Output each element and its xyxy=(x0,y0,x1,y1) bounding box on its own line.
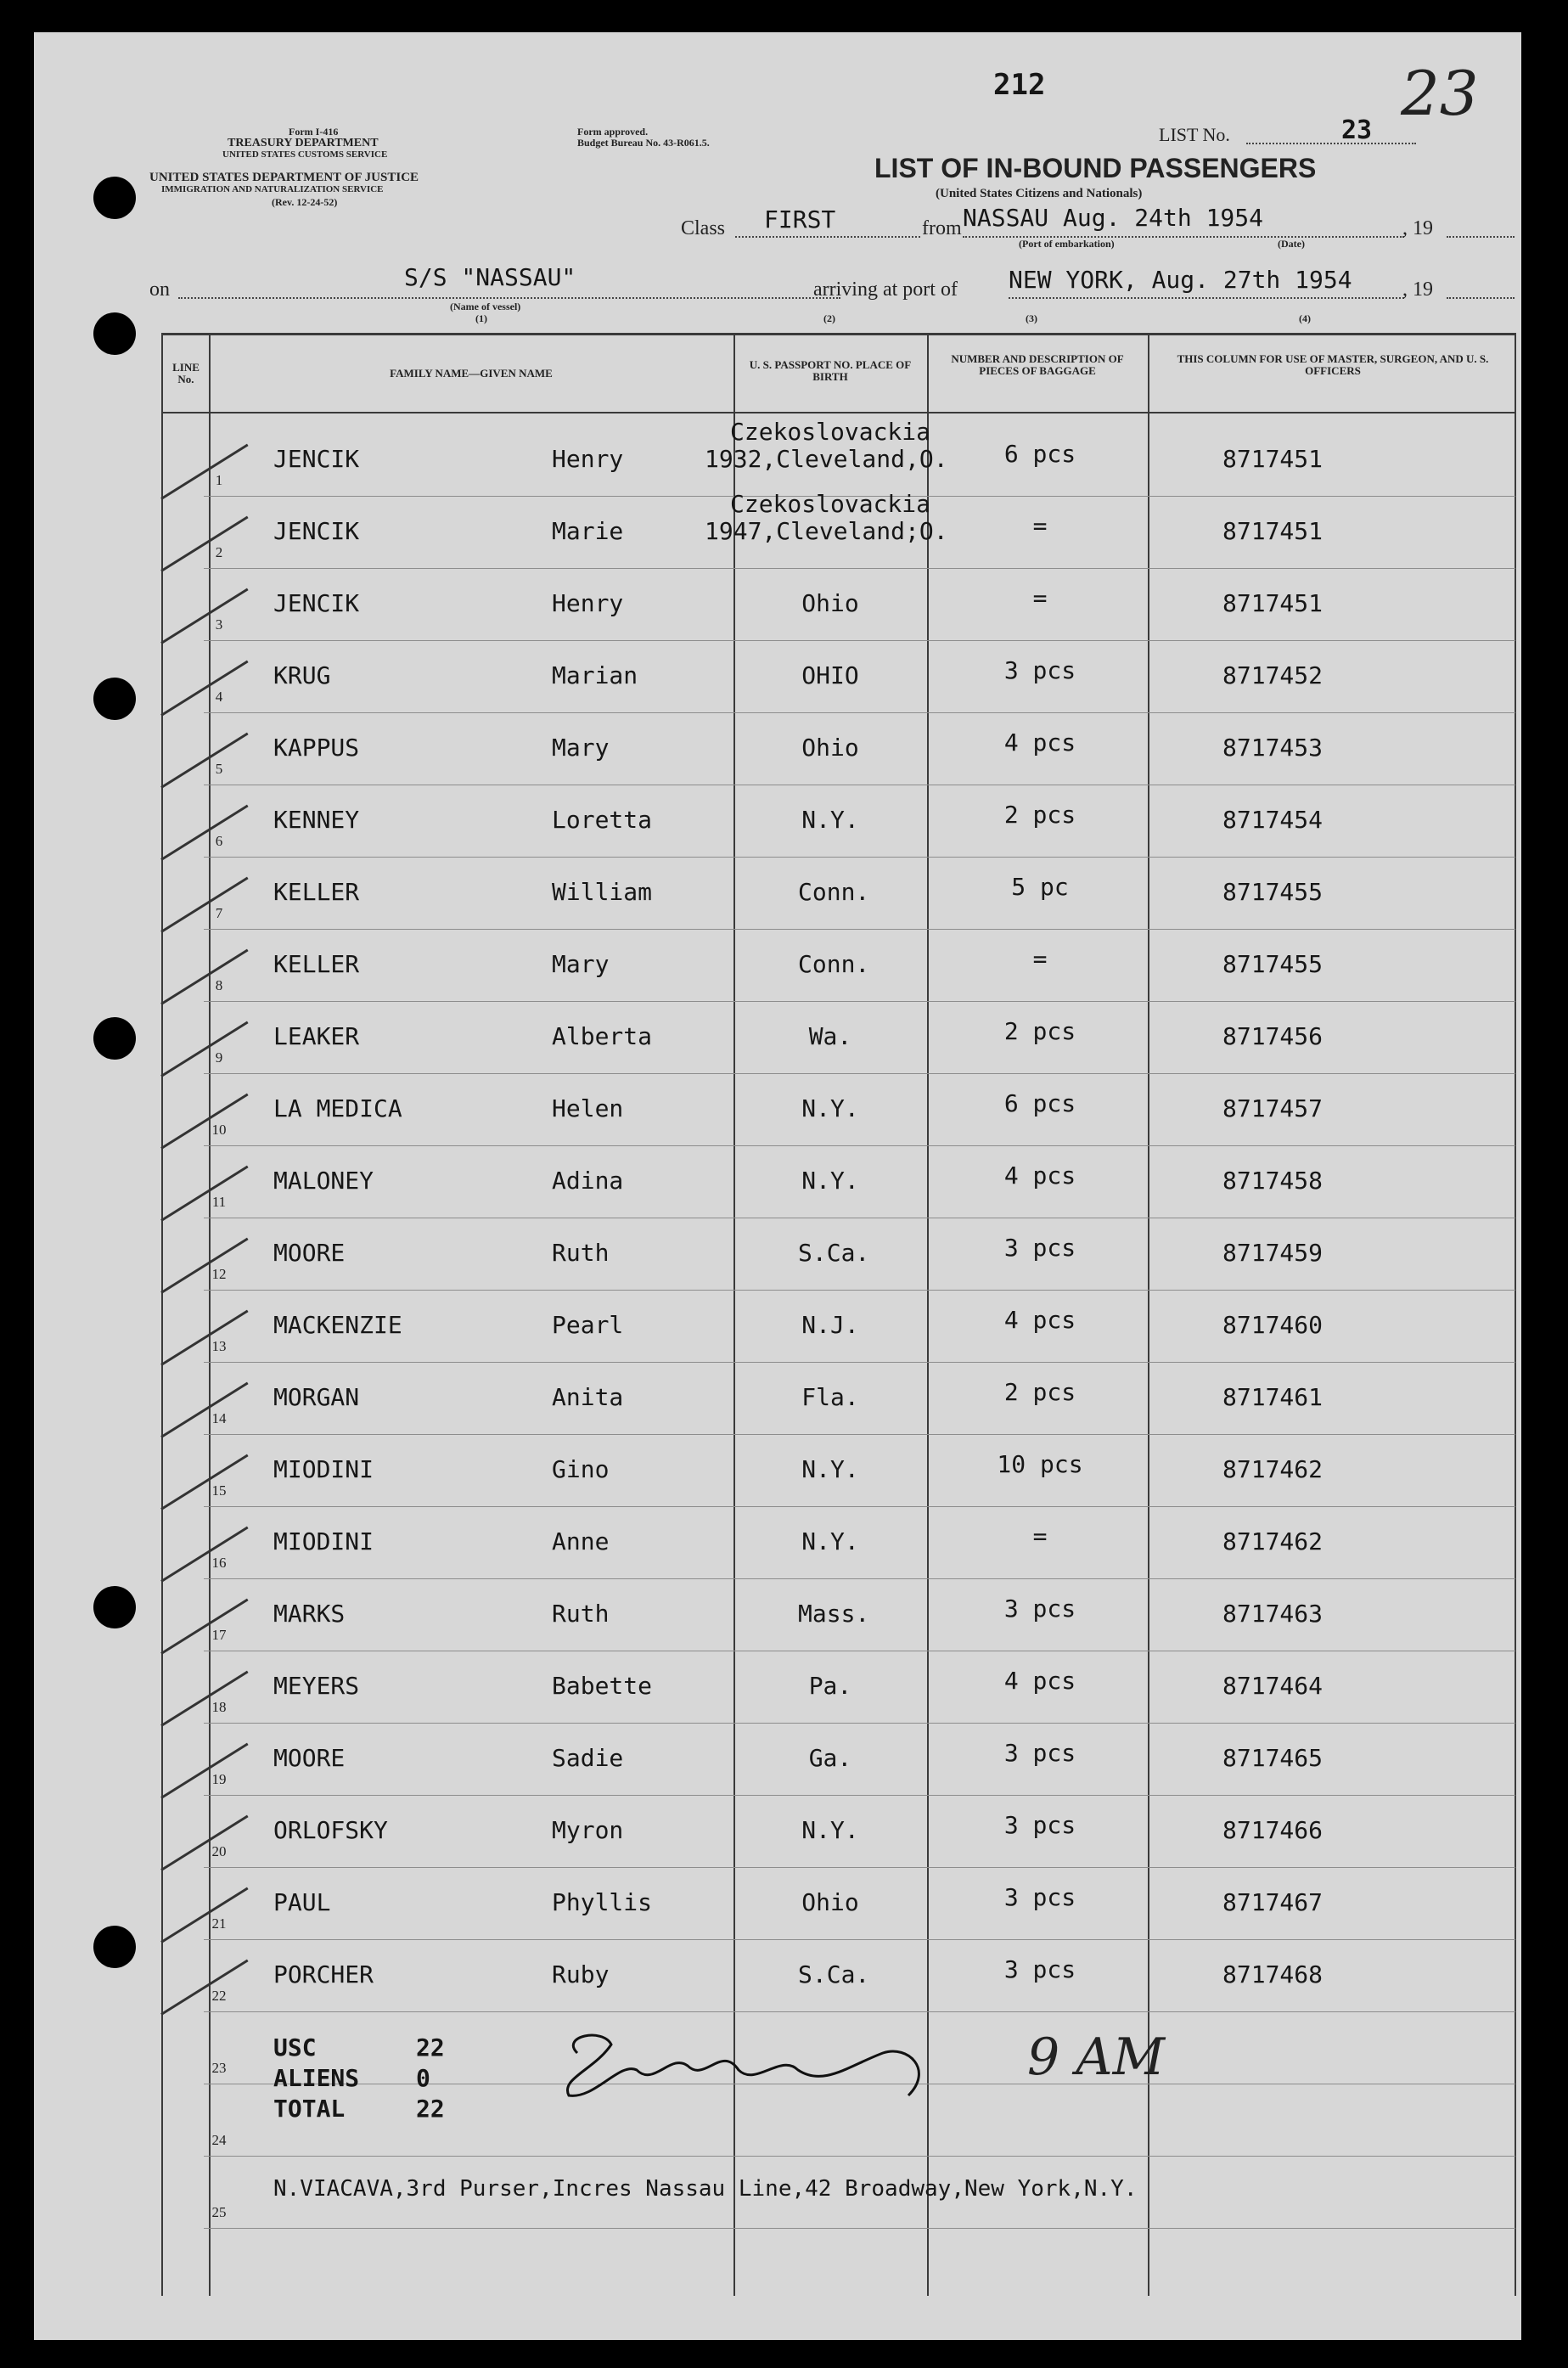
date-caption: (Date) xyxy=(1278,238,1305,250)
place-of-birth: Conn. xyxy=(798,878,870,906)
place-of-birth: Ohio xyxy=(801,589,859,617)
passport-number: 8717463 xyxy=(1222,1600,1324,1628)
col-header-passport: U. S. PASSPORT NO. PLACE OF BIRTH xyxy=(749,358,912,383)
family-name: MORGAN xyxy=(273,1383,360,1411)
row-divider xyxy=(204,2228,1515,2229)
passport-number: 8717461 xyxy=(1222,1383,1324,1411)
given-name: Pearl xyxy=(552,1311,624,1339)
passport-number: 8717451 xyxy=(1222,589,1324,617)
passport-number: 8717451 xyxy=(1222,517,1324,545)
row-divider xyxy=(204,1506,1515,1507)
family-name: KELLER xyxy=(273,950,360,978)
given-name: Mary xyxy=(552,950,610,978)
baggage-count: 4 pcs xyxy=(1003,1667,1076,1695)
class-value: FIRST xyxy=(764,205,836,233)
passport-number: 8717465 xyxy=(1222,1744,1324,1772)
row-divider xyxy=(204,1939,1515,1940)
punch-hole xyxy=(93,312,136,355)
line-number: 20 xyxy=(211,1843,227,1859)
given-name: Marian xyxy=(552,661,638,689)
handwritten-time-note: 9 AM xyxy=(1027,2028,1166,2087)
baggage-count: 10 pcs xyxy=(997,1450,1083,1478)
given-name: Loretta xyxy=(552,806,653,834)
line-number: 4 xyxy=(215,689,223,705)
given-name: William xyxy=(552,878,653,906)
row-divider xyxy=(204,2011,1515,2012)
line-number: 19 xyxy=(211,1771,227,1787)
baggage-count: 2 pcs xyxy=(1003,801,1076,829)
passport-number: 8717460 xyxy=(1222,1311,1324,1339)
line-number: 9 xyxy=(215,1049,223,1066)
family-name: JENCIK xyxy=(273,517,360,545)
line-number: 1 xyxy=(215,472,223,488)
line-number: 14 xyxy=(211,1410,227,1426)
arriving-underline xyxy=(1009,297,1404,299)
family-name: KAPPUS xyxy=(273,734,360,762)
given-name: Ruby xyxy=(552,1960,610,1988)
customs-service: UNITED STATES CUSTOMS SERVICE xyxy=(222,149,388,160)
place-of-birth: OHIO xyxy=(801,661,859,689)
year-underline-2 xyxy=(1447,297,1515,299)
place-of-birth: N.Y. xyxy=(801,1094,859,1122)
line-number: 16 xyxy=(211,1555,227,1571)
passport-number: 8717457 xyxy=(1222,1094,1324,1122)
passport-number: 8717464 xyxy=(1222,1672,1324,1700)
line-number: 6 xyxy=(215,833,223,849)
place-of-birth: Conn. xyxy=(798,950,870,978)
place-of-birth: 1932,Cleveland,O. xyxy=(705,445,948,473)
line-number: 21 xyxy=(211,1915,227,1932)
line-number: 11 xyxy=(211,1194,227,1210)
total-label: USC xyxy=(273,2033,317,2061)
line-number: 7 xyxy=(215,905,223,921)
passport-col-border xyxy=(927,335,929,2296)
line-number: 12 xyxy=(211,1266,227,1282)
total-value: 0 xyxy=(416,2064,430,2092)
passport-number: 8717455 xyxy=(1222,878,1324,906)
total-label: ALIENS xyxy=(273,2064,360,2092)
list-no-value: 23 xyxy=(1341,115,1373,145)
given-name: Henry xyxy=(552,589,624,617)
given-name: Babette xyxy=(552,1672,653,1700)
treasury-dept: TREASURY DEPARTMENT xyxy=(228,137,379,149)
family-name: PAUL xyxy=(273,1888,331,1916)
arriving-label: arriving at port of xyxy=(813,278,958,301)
class-underline xyxy=(735,236,920,238)
row-divider xyxy=(204,929,1515,930)
row-divider xyxy=(204,712,1515,713)
place-of-birth: Ga. xyxy=(808,1744,852,1772)
row-divider xyxy=(204,1362,1515,1363)
line-number: 15 xyxy=(211,1482,227,1499)
place-of-birth: S.Ca. xyxy=(798,1960,870,1988)
baggage-count: 4 pcs xyxy=(1003,1162,1076,1190)
place-of-birth: 1947,Cleveland;O. xyxy=(705,517,948,545)
row-divider xyxy=(204,1001,1515,1002)
ins-service: IMMIGRATION AND NATURALIZATION SERVICE xyxy=(161,184,384,194)
given-name: Marie xyxy=(552,517,624,545)
justice-dept: UNITED STATES DEPARTMENT OF JUSTICE xyxy=(149,171,419,184)
baggage-count: 2 pcs xyxy=(1003,1378,1076,1406)
family-name: MOORE xyxy=(273,1744,346,1772)
place-of-birth: S.Ca. xyxy=(798,1239,870,1267)
baggage-count: 3 pcs xyxy=(1003,1955,1076,1983)
given-name: Phyllis xyxy=(552,1888,653,1916)
baggage-count: = xyxy=(1032,512,1048,540)
row-divider xyxy=(204,1723,1515,1724)
given-name: Anne xyxy=(552,1527,610,1555)
budget-bureau: Budget Bureau No. 43-R061.5. xyxy=(577,137,710,149)
country-of-origin: Czekoslovackia xyxy=(730,418,931,446)
passport-number: 8717456 xyxy=(1222,1022,1324,1050)
given-name: Gino xyxy=(552,1455,610,1483)
place-of-birth: Wa. xyxy=(808,1022,852,1050)
total-value: 22 xyxy=(416,2095,445,2123)
given-name: Alberta xyxy=(552,1022,653,1050)
col3-ref: (3) xyxy=(1026,312,1037,324)
line-number: 13 xyxy=(211,1338,227,1354)
col4-ref: (4) xyxy=(1299,312,1311,324)
passport-number: 8717462 xyxy=(1222,1455,1324,1483)
punch-hole xyxy=(93,678,136,720)
baggage-count: 3 pcs xyxy=(1003,1739,1076,1767)
passport-number: 8717454 xyxy=(1222,806,1324,834)
passport-number: 8717467 xyxy=(1222,1888,1324,1916)
row-divider xyxy=(204,1290,1515,1291)
baggage-count: = xyxy=(1032,1522,1048,1550)
family-name: MIODINI xyxy=(273,1527,374,1555)
name-col-border xyxy=(733,335,735,2296)
given-name: Ruth xyxy=(552,1239,610,1267)
total-label: TOTAL xyxy=(273,2095,346,2123)
baggage-count: 4 pcs xyxy=(1003,1306,1076,1334)
signature xyxy=(543,2019,985,2121)
family-name: MACKENZIE xyxy=(273,1311,402,1339)
line-number: 17 xyxy=(211,1627,227,1643)
punch-hole xyxy=(93,1926,136,1968)
passport-number: 8717462 xyxy=(1222,1527,1324,1555)
total-value: 22 xyxy=(416,2033,445,2061)
line-number: 2 xyxy=(215,544,223,560)
passport-number: 8717455 xyxy=(1222,950,1324,978)
vessel-underline xyxy=(178,297,840,299)
place-of-birth: N.Y. xyxy=(801,806,859,834)
given-name: Ruth xyxy=(552,1600,610,1628)
baggage-count: 4 pcs xyxy=(1003,728,1076,757)
baggage-count: 3 pcs xyxy=(1003,656,1076,684)
document-page xyxy=(34,32,1521,2340)
line-number: 24 xyxy=(211,2132,227,2148)
given-name: Myron xyxy=(552,1816,624,1844)
purser-info: N.VIACAVA,3rd Purser,Incres Nassau Line,42 Broadway,New York,N.Y. xyxy=(273,2176,1138,2202)
line-number: 25 xyxy=(211,2204,227,2220)
given-name: Helen xyxy=(552,1094,624,1122)
family-name: MARKS xyxy=(273,1600,346,1628)
page-title: LIST OF IN-BOUND PASSENGERS xyxy=(874,153,1317,183)
country-of-origin: Czekoslovackia xyxy=(730,490,931,518)
place-of-birth: N.Y. xyxy=(801,1816,859,1844)
passport-number: 8717451 xyxy=(1222,445,1324,473)
row-divider xyxy=(204,1795,1515,1796)
family-name: KELLER xyxy=(273,878,360,906)
year-suffix: , 19 xyxy=(1402,217,1433,239)
table-top-border xyxy=(161,333,1516,335)
place-of-birth: N.Y. xyxy=(801,1527,859,1555)
given-name: Mary xyxy=(552,734,610,762)
family-name: PORCHER xyxy=(273,1960,374,1988)
vessel-name: S/S "NASSAU" xyxy=(404,263,576,291)
passport-number: 8717459 xyxy=(1222,1239,1324,1267)
revision: (Rev. 12-24-52) xyxy=(272,196,338,208)
vessel-caption: (Name of vessel) xyxy=(450,301,521,312)
place-of-birth: Ohio xyxy=(801,1888,859,1916)
col-header-baggage: NUMBER AND DESCRIPTION OF PIECES OF BAGGAGE xyxy=(951,352,1124,377)
col1-ref: (1) xyxy=(475,312,487,324)
given-name: Adina xyxy=(552,1167,624,1195)
baggage-count: 2 pcs xyxy=(1003,1017,1076,1045)
family-name: KRUG xyxy=(273,661,331,689)
line-number: 22 xyxy=(211,1988,227,2004)
given-name: Anita xyxy=(552,1383,624,1411)
family-name: MOORE xyxy=(273,1239,346,1267)
col-header-name: FAMILY NAME—GIVEN NAME xyxy=(390,367,553,380)
col2-ref: (2) xyxy=(823,312,835,324)
family-name: ORLOFSKY xyxy=(273,1816,388,1844)
row-divider xyxy=(204,1578,1515,1579)
line-number: 23 xyxy=(211,2060,227,2076)
family-name: MIODINI xyxy=(273,1455,374,1483)
passport-number: 8717452 xyxy=(1222,661,1324,689)
line-number: 3 xyxy=(215,616,223,633)
family-name: JENCIK xyxy=(273,445,360,473)
passport-number: 8717466 xyxy=(1222,1816,1324,1844)
handwritten-list-number: 23 xyxy=(1401,58,1479,129)
stamp-number: 212 xyxy=(993,68,1046,102)
place-of-birth: N.J. xyxy=(801,1311,859,1339)
baggage-count: 3 pcs xyxy=(1003,1811,1076,1839)
baggage-count: 3 pcs xyxy=(1003,1234,1076,1262)
baggage-col-border xyxy=(1148,335,1149,2296)
row-divider xyxy=(204,1867,1515,1868)
given-name: Henry xyxy=(552,445,624,473)
place-of-birth: Ohio xyxy=(801,734,859,762)
given-name: Sadie xyxy=(552,1744,624,1772)
table-left-border xyxy=(161,335,163,2296)
family-name: MEYERS xyxy=(273,1672,360,1700)
punch-hole xyxy=(93,1586,136,1628)
year-underline xyxy=(1447,236,1515,238)
page-subtitle: (United States Citizens and Nationals) xyxy=(936,187,1143,200)
list-no-label: LIST No. xyxy=(1159,124,1230,145)
baggage-count: = xyxy=(1032,584,1048,612)
place-of-birth: N.Y. xyxy=(801,1167,859,1195)
from-label: from xyxy=(922,217,962,239)
line-number: 18 xyxy=(211,1699,227,1715)
baggage-count: = xyxy=(1032,945,1048,973)
family-name: MALONEY xyxy=(273,1167,374,1195)
table-right-border xyxy=(1515,335,1516,2296)
baggage-count: 3 pcs xyxy=(1003,1595,1076,1623)
row-divider xyxy=(204,1434,1515,1435)
family-name: KENNEY xyxy=(273,806,360,834)
form-id: Form I-416 xyxy=(289,126,339,138)
row-divider xyxy=(204,1145,1515,1146)
row-divider xyxy=(204,857,1515,858)
baggage-count: 6 pcs xyxy=(1003,1089,1076,1117)
baggage-count: 5 pc xyxy=(1011,873,1069,901)
port-embarkation-caption: (Port of embarkation) xyxy=(1019,238,1115,250)
place-of-birth: Mass. xyxy=(798,1600,870,1628)
line-number: 5 xyxy=(215,761,223,777)
passport-number: 8717453 xyxy=(1222,734,1324,762)
col-header-officers: THIS COLUMN FOR USE OF MASTER, SURGEON, AND U. S. OFFICERS xyxy=(1177,352,1489,377)
passport-number: 8717468 xyxy=(1222,1960,1324,1988)
from-value: NASSAU Aug. 24th 1954 xyxy=(963,204,1264,232)
baggage-count: 3 pcs xyxy=(1003,1883,1076,1911)
class-label: Class xyxy=(681,217,726,239)
punch-hole xyxy=(93,1017,136,1060)
line-number: 10 xyxy=(211,1122,227,1138)
family-name: LEAKER xyxy=(273,1022,360,1050)
baggage-count: 6 pcs xyxy=(1003,440,1076,468)
family-name: LA MEDICA xyxy=(273,1094,402,1122)
line-number: 8 xyxy=(215,977,223,993)
punch-hole xyxy=(93,177,136,219)
place-of-birth: Pa. xyxy=(808,1672,852,1700)
passport-number: 8717458 xyxy=(1222,1167,1324,1195)
col-header-line: LINE No. xyxy=(172,361,200,385)
place-of-birth: N.Y. xyxy=(801,1455,859,1483)
family-name: JENCIK xyxy=(273,589,360,617)
row-divider xyxy=(204,2156,1515,2157)
form-approved: Form approved. xyxy=(577,126,649,138)
row-divider xyxy=(204,568,1515,569)
on-label: on xyxy=(149,278,170,301)
year-suffix-2: , 19 xyxy=(1402,278,1433,301)
row-divider xyxy=(204,1073,1515,1074)
row-divider xyxy=(204,640,1515,641)
header-bottom-border xyxy=(161,412,1516,413)
list-no-underline xyxy=(1246,143,1416,144)
place-of-birth: Fla. xyxy=(801,1383,859,1411)
arriving-value: NEW YORK, Aug. 27th 1954 xyxy=(1009,266,1352,294)
